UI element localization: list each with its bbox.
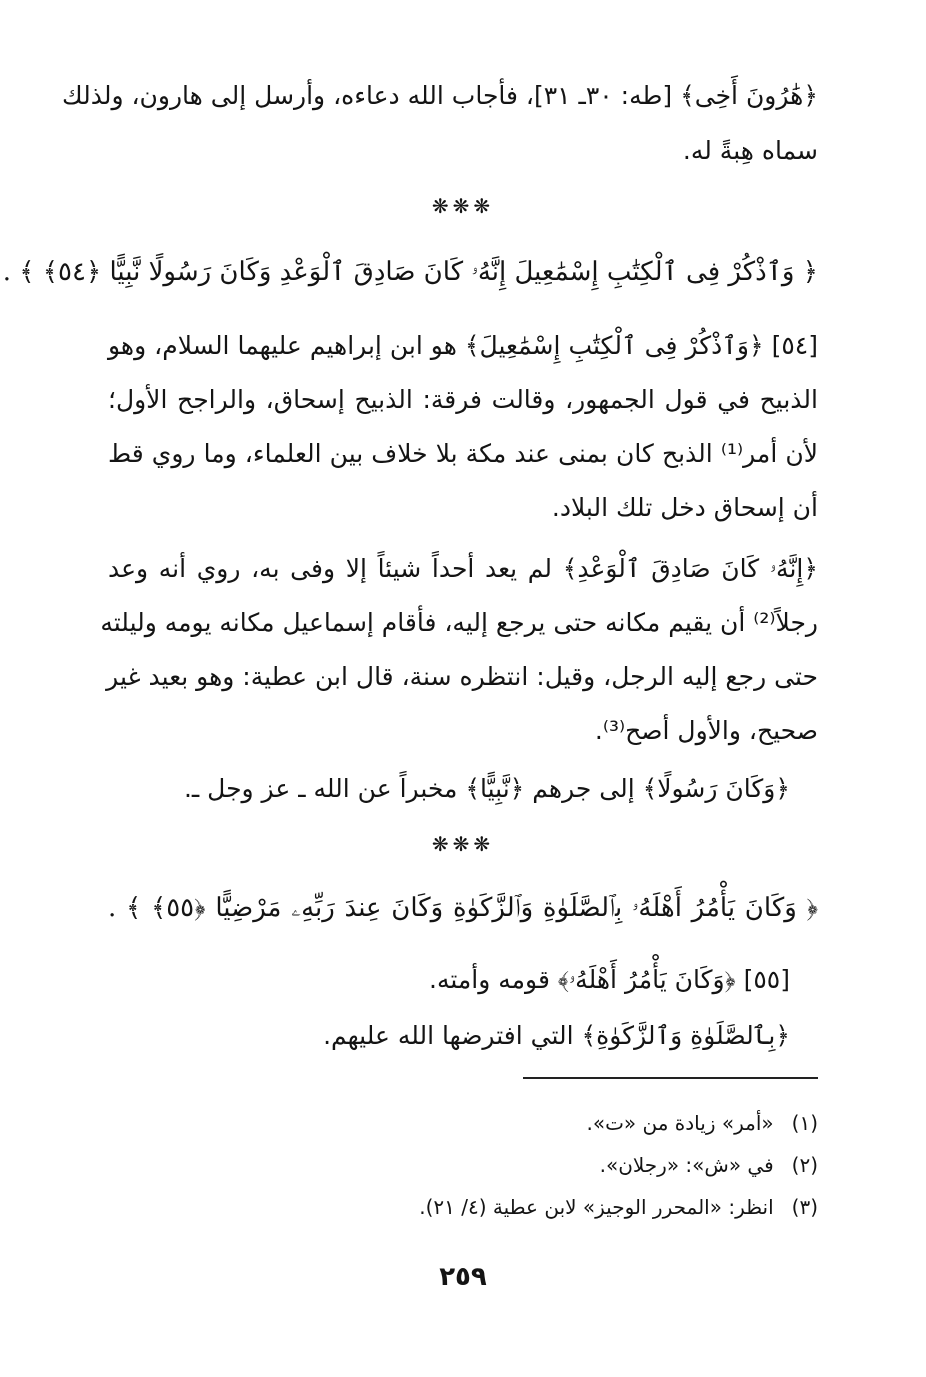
footnote-divider [523,1077,818,1079]
footnote-text: انظر: «المحرر الوجيز» لابن عطية (٤/ ٢١). [419,1195,774,1219]
footnote [108,1191,818,1223]
commentary-line: رجلاً⁽²⁾ أن يقيم مكانه حتى يرجع إليه، فأقام إسماعيل مكانه يومه وليلته [100,608,818,637]
quran-verse: ﴿ وَكَانَ يَأْمُرُ أَهْلَهُۥ بِٱلصَّلَوٰةِ وَٱلزَّكَوٰةِ وَكَانَ عِندَ رَبِّهِۦ مَرْضِيًّا ﴿٥٥﴾ ﴾ . [108,893,818,923]
commentary-line: صحيح، والأول أصح⁽³⁾. [594,716,818,745]
footnote-number: (١) [791,1111,818,1135]
page-number: ٢٥٩ [439,1262,487,1292]
commentary-line: أن إسحاق دخل تلك البلاد. [551,493,818,522]
footnote-text: «أمر» زيادة من «ت». [586,1111,774,1135]
commentary-line: ﴿وَكَانَ رَسُولًا﴾ إلى جرهم ﴿نَّبِيًّا﴾ مخبراً عن الله ـ عز وجل ـ. [183,774,790,803]
commentary-line: الذبيح في قول الجمهور، وقالت فرقة: الذبيح إسحاق، والراجح الأول؛ [108,385,818,414]
footnote [108,1107,818,1139]
text-line: سماه هِبةً له. [682,136,818,165]
footnote-number: (٢) [791,1153,818,1177]
text-line: ﴿هَٰرُونَ أَخِى﴾ [طه: ٣٠ـ ٣١]، فأجاب الله دعاءه، وأرسل إلى هارون، ولذلك [62,81,818,110]
footnote-number: (٣) [791,1195,818,1219]
commentary-line: ﴿إِنَّهُۥ كَانَ صَادِقَ ٱلْوَعْدِ﴾ لم يعد أحداً شيئاً إلا وفى به، روي أنه وعد [108,554,818,583]
footnote [108,1149,818,1181]
commentary-line: [٥٥] ﴿وَكَانَ يَأْمُرُ أَهْلَهُۥ﴾ قومه وأمته. [429,965,790,994]
commentary-line: حتى رجع إليه الرجل، وقيل: انتظره سنة، قال ابن عطية: وهو بعيد غير [106,662,818,691]
commentary-line: ﴿بِٱلصَّلَوٰةِ وَٱلزَّكَوٰةِ﴾ التي افترضها الله عليهم. [323,1021,790,1050]
footnote-text: في «ش»: «رجلان». [599,1153,774,1177]
quran-verse: ﴿ وَٱذْكُرْ فِى ٱلْكِتَٰبِ إِسْمَٰعِيلَ إِنَّهُۥ كَانَ صَادِقَ ٱلْوَعْدِ وَكَانَ رَسُولًا نَّبِيًّا ﴿٥٤﴾ ﴾ . [2,257,818,287]
commentary-line: [٥٤] ﴿وَٱذْكُرْ فِى ٱلْكِتَٰبِ إِسْمَٰعِيلَ﴾ هو ابن إبراهيم عليهما السلام، وهو [108,331,818,360]
section-separator: ❋❋❋ [431,194,495,218]
commentary-line: لأن أمر⁽¹⁾ الذبح كان بمنى عند مكة بلا خلاف بين العلماء، وما روي قط [108,439,818,468]
section-separator: ❋❋❋ [431,832,495,856]
